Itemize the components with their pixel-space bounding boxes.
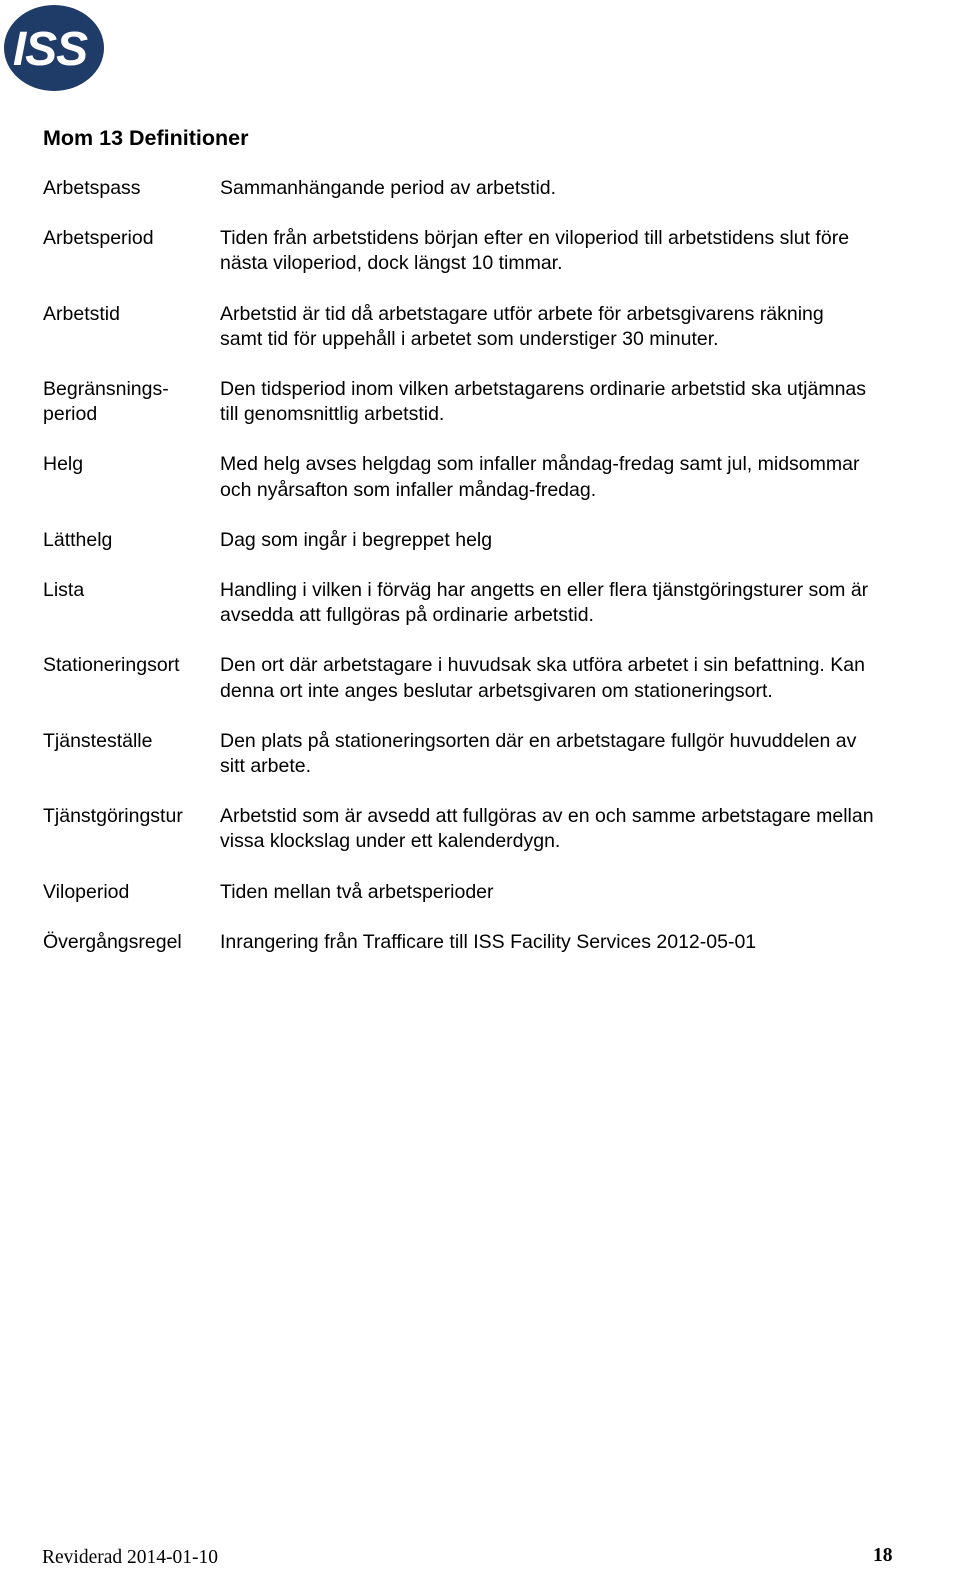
definition-row — [43, 226, 955, 276]
definition-term: Lätthelg — [43, 528, 113, 551]
definition-text: Med helg avses helgdag som infaller måndag-fredag samt jul, midsommar och nyårsafton som infaller måndag-fredag. — [220, 453, 860, 501]
definition-text: Sammanhängande period av arbetstid. — [220, 177, 557, 199]
definition-term: Lista — [43, 579, 85, 602]
definition-term: Arbetsperiod — [43, 227, 154, 250]
definition-term: Tjänstgöringstur — [43, 805, 183, 828]
definition-row — [43, 302, 955, 352]
definition-row — [43, 653, 955, 703]
definition-row — [43, 578, 955, 628]
definition-term: Viloperiod — [43, 880, 130, 903]
definition-text: Handling i vilken i förväg har angetts en eller flera tjänstgöringsturer som är avsedda att fullgöras på ordinarie arbetstid. — [220, 579, 869, 627]
definition-term: Tjänsteställe — [43, 729, 153, 752]
definition-row — [43, 804, 955, 854]
definition-text: Tiden från arbetstidens början efter en viloperiod till arbetstidens slut före nästa viloperiod, dock längst 10 timmar. — [220, 227, 850, 275]
definition-row — [43, 930, 955, 955]
section-title: Mom 13 Definitioner — [43, 126, 249, 150]
definition-row — [43, 452, 955, 502]
definition-row — [43, 880, 955, 905]
definition-text: Dag som ingår i begreppet helg — [220, 528, 493, 551]
definition-row — [43, 176, 955, 201]
definition-term: Övergångsregel — [43, 930, 182, 953]
revision-date: Reviderad 2014-01-10 — [42, 1547, 218, 1568]
svg-text:ISS: ISS — [12, 23, 88, 76]
definition-row — [43, 377, 955, 427]
definition-text: Inrangering från Trafficare till ISS Facility Services 2012-05-01 — [220, 930, 757, 953]
definition-term: Begränsnings- period — [43, 378, 169, 426]
definition-text: Arbetstid är tid då arbetstagare utför arbete för arbetsgivarens räkning samt tid för uppehåll i arbetet som understiger 30 minuter. — [220, 302, 824, 350]
definition-row — [43, 528, 955, 553]
definition-row — [43, 729, 955, 779]
iss-logo — [3, 4, 105, 92]
definition-term: Helg — [43, 453, 84, 476]
definition-text: Den plats på stationeringsorten där en arbetstagare fullgör huvuddelen av sitt arbete. — [220, 729, 857, 778]
definition-term: Arbetspass — [43, 177, 141, 199]
definition-text: Tiden mellan två arbetsperioder — [220, 880, 494, 903]
definition-text: Den ort där arbetstagare i huvudsak ska utföra arbetet i sin befattning. Kan denna ort inte anges beslutar arbetsgivaren om stationeringsort. — [220, 654, 865, 702]
definition-term: Stationeringsort — [43, 654, 180, 677]
definition-text: Arbetstid som är avsedd att fullgöras av en och samme arbetstagare mellan vissa klockslag under ett kalenderdygn. — [220, 805, 874, 853]
definition-term: Arbetstid — [43, 302, 120, 325]
definitions-list — [43, 176, 955, 955]
definition-text: Den tidsperiod inom vilken arbetstagarens ordinarie arbetstid ska utjämnas till genomsnittlig arbetstid. — [220, 378, 867, 426]
page-number: 18 — [873, 1545, 893, 1566]
